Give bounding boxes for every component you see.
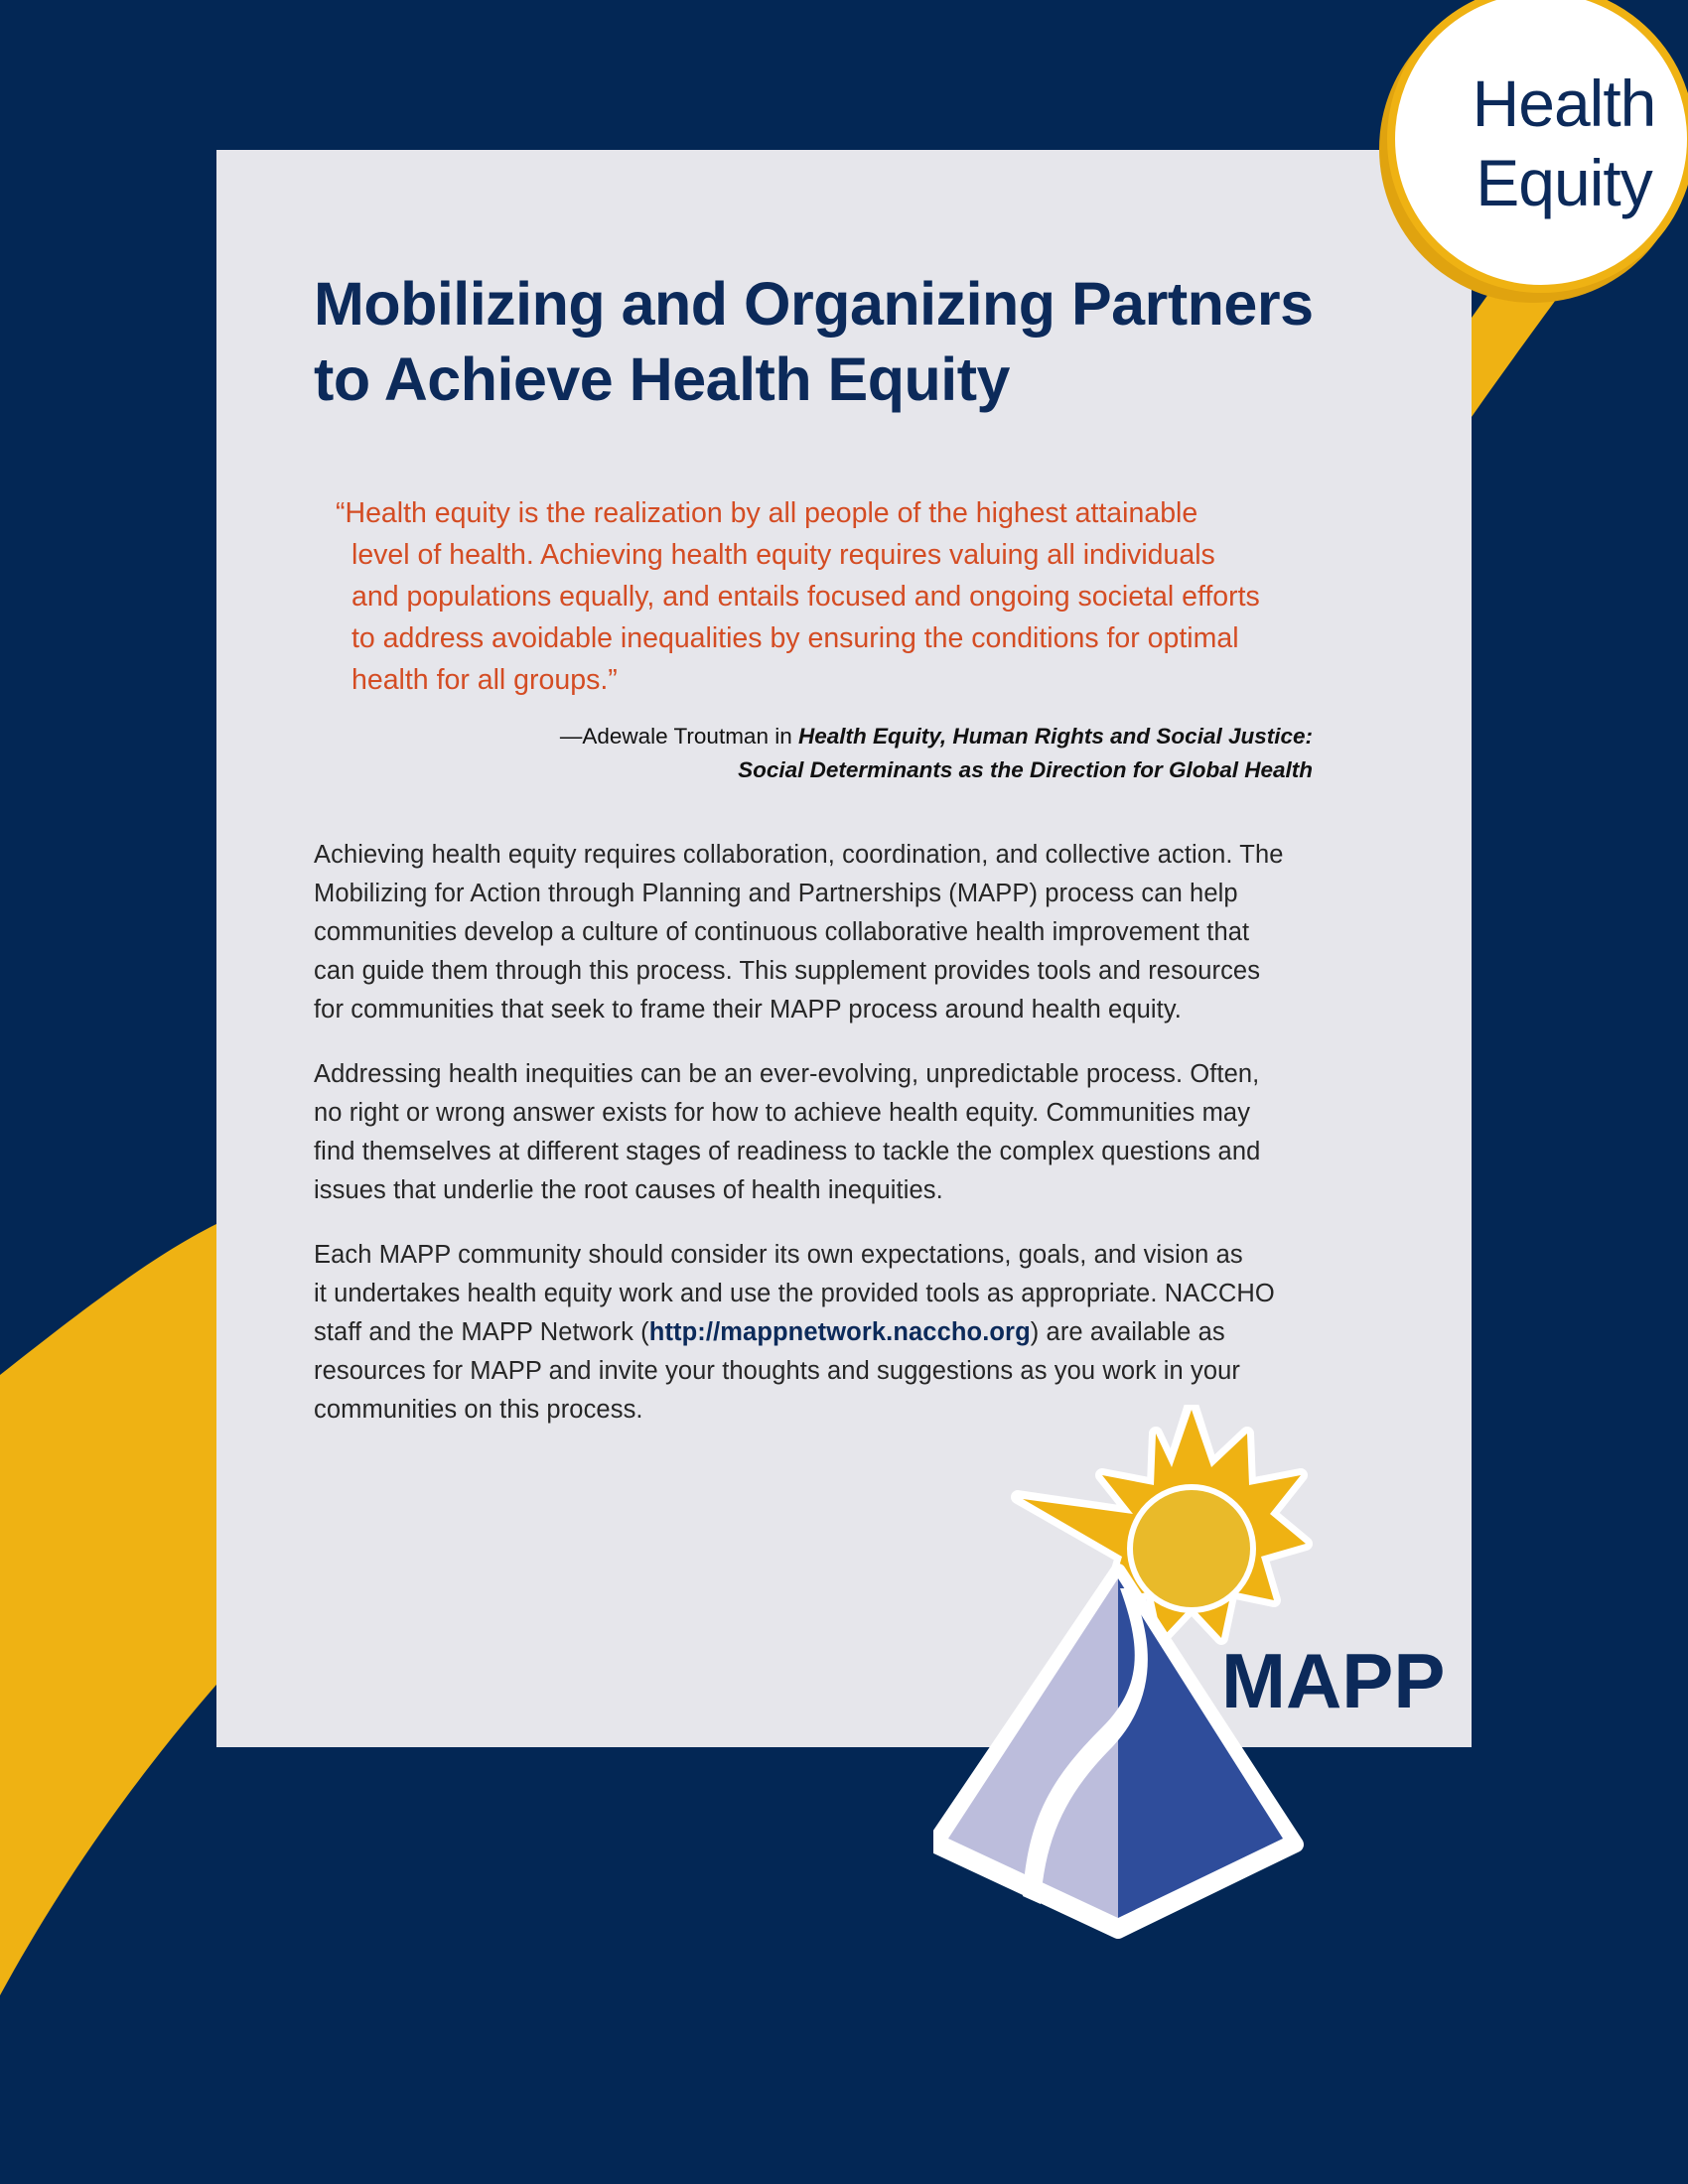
badge-line: Equity (1476, 146, 1652, 219)
quote-line: “Health equity is the realization by all people of the highest attainable (336, 497, 1198, 529)
page-title (314, 266, 1386, 417)
paragraph-line: no right or wrong answer exists for how to achieve health equity. Communities may (314, 1099, 1251, 1127)
paragraph-line: can guide them through this process. This supplement provides tools and resources (314, 957, 1261, 985)
paragraph-line: communities on this process. (314, 1396, 643, 1424)
mapp-network-link[interactable]: http://mappnetwork.naccho.org (648, 1318, 1031, 1346)
quote-line: level of health. Achieving health equity requires valuing all individuals (352, 539, 1215, 571)
sun-disc-icon (1130, 1487, 1253, 1610)
attribution-line-2 (397, 753, 1313, 787)
attribution-work-title: Health Equity, Human Rights and Social Justice: (797, 724, 1313, 749)
paragraph-line: Each MAPP community should consider its own expectations, goals, and vision as (314, 1241, 1243, 1269)
attribution-work-subtitle: Social Determinants as the Direction for Global Health (738, 757, 1313, 782)
badge-line: Health (1472, 67, 1656, 140)
link-prefix-text: staff and the MAPP Network ( (314, 1318, 649, 1346)
pull-quote (336, 492, 1388, 701)
quote-attribution (397, 720, 1313, 787)
title-line: Mobilizing and Organizing Partners (314, 270, 1314, 338)
title-line: to Achieve Health Equity (314, 345, 1010, 413)
mapp-logo-text: MAPP (1221, 1637, 1446, 1724)
paragraph-line: it undertakes health equity work and use the provided tools as appropriate. NACCHO (314, 1280, 1275, 1307)
quote-line: and populations equally, and entails focused and ongoing societal efforts (352, 581, 1260, 613)
attribution-author: —Adewale Troutman in (559, 724, 798, 749)
attribution-line-1 (397, 720, 1313, 753)
section-badge-label (1450, 64, 1678, 222)
body-paragraph-1 (314, 836, 1386, 1029)
paragraph-line: Achieving health equity requires collaboration, coordination, and collective action. The (314, 841, 1284, 869)
paragraph-line: resources for MAPP and invite your thoughts and suggestions as you work in your (314, 1357, 1241, 1385)
body-paragraph-2 (314, 1055, 1386, 1210)
paragraph-line: issues that underlie the root causes of health inequities. (314, 1176, 943, 1204)
paragraph-line: Mobilizing for Action through Planning and Partnerships (MAPP) process can help (314, 880, 1238, 907)
quote-line: health for all groups.” (352, 664, 618, 696)
quote-line: to address avoidable inequalities by ensuring the conditions for optimal (352, 622, 1239, 654)
body-paragraph-3 (314, 1236, 1386, 1430)
paragraph-line: Addressing health inequities can be an ever-evolving, unpredictable process. Often, (314, 1060, 1260, 1088)
link-suffix-text: ) are available as (1030, 1318, 1225, 1346)
paragraph-line-with-link (314, 1313, 1386, 1352)
paragraph-line: find themselves at different stages of readiness to tackle the complex questions and (314, 1138, 1261, 1165)
paragraph-line: communities develop a culture of continuous collaborative health improvement that (314, 918, 1250, 946)
paragraph-line: for communities that seek to frame their MAPP process around health equity. (314, 996, 1182, 1024)
